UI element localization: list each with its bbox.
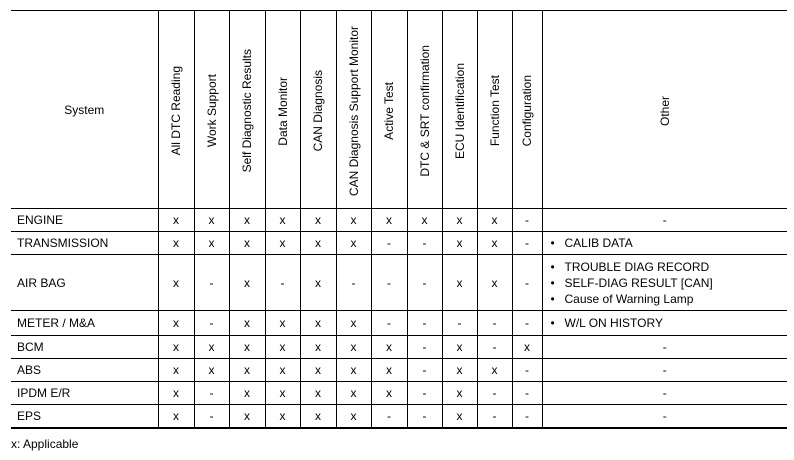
applicability-cell: x xyxy=(336,382,371,405)
table-row xyxy=(11,382,787,405)
system-column-header: System xyxy=(11,11,158,209)
system-name-cell: AIR BAG xyxy=(11,255,158,311)
applicability-cell: x xyxy=(512,336,542,359)
other-value: - xyxy=(662,386,667,400)
column-header xyxy=(442,11,477,209)
other-cell xyxy=(542,359,787,382)
applicability-cell: - xyxy=(477,311,512,336)
applicability-cell: x xyxy=(158,405,194,429)
other-cell xyxy=(542,232,787,255)
table-row xyxy=(11,209,787,232)
applicability-cell: - xyxy=(407,336,442,359)
other-list-item: • TROUBLE DIAG RECORD xyxy=(551,259,788,275)
applicability-cell: x xyxy=(158,209,194,232)
applicability-cell: - xyxy=(194,405,229,429)
applicability-cell: - xyxy=(407,311,442,336)
applicability-cell: x xyxy=(477,232,512,255)
applicability-cell: x xyxy=(371,336,407,359)
column-header-label: CAN Diagnosis Support Monitor xyxy=(346,25,361,197)
other-cell xyxy=(542,405,787,429)
applicability-cell: x xyxy=(265,311,300,336)
other-column-header-label: Other xyxy=(657,95,672,126)
applicability-cell: x xyxy=(194,359,229,382)
table-row xyxy=(11,311,787,336)
applicability-cell: x xyxy=(265,382,300,405)
system-name-cell: ENGINE xyxy=(11,209,158,232)
compatibility-table-container xyxy=(11,10,787,429)
applicability-cell: x xyxy=(442,232,477,255)
column-header-label: Self Diagnostic Results xyxy=(240,49,254,173)
table-row xyxy=(11,336,787,359)
applicability-cell: - xyxy=(407,359,442,382)
applicability-cell: x xyxy=(229,359,265,382)
applicability-cell: - xyxy=(477,405,512,429)
applicability-cell: - xyxy=(336,255,371,311)
applicability-cell: - xyxy=(477,336,512,359)
column-header-label: ECU Identification xyxy=(452,62,467,160)
applicability-cell: x xyxy=(265,359,300,382)
applicability-cell: x xyxy=(229,255,265,311)
other-value: - xyxy=(662,409,667,423)
applicability-cell: - xyxy=(442,311,477,336)
system-name-cell: METER / M&A xyxy=(11,311,158,336)
other-cell xyxy=(542,382,787,405)
applicability-cell: x xyxy=(371,382,407,405)
applicability-cell: - xyxy=(194,255,229,311)
table-body xyxy=(11,209,787,429)
applicability-cell: x xyxy=(158,336,194,359)
system-name-cell: ABS xyxy=(11,359,158,382)
applicability-cell: x xyxy=(336,405,371,429)
applicability-cell: - xyxy=(477,382,512,405)
diagnostic-function-table xyxy=(11,10,787,429)
applicability-cell: - xyxy=(407,232,442,255)
other-list-item: • SELF-DIAG RESULT [CAN] xyxy=(551,275,788,291)
applicability-cell: x xyxy=(158,359,194,382)
applicability-cell: x xyxy=(229,336,265,359)
applicability-cell: x xyxy=(442,405,477,429)
other-cell xyxy=(542,255,787,311)
applicability-cell: - xyxy=(407,382,442,405)
applicability-cell: x xyxy=(265,209,300,232)
applicability-cell: x xyxy=(300,311,336,336)
applicability-cell: - xyxy=(371,232,407,255)
applicability-cell: x xyxy=(336,359,371,382)
applicability-cell: x xyxy=(229,311,265,336)
applicability-cell: x xyxy=(265,336,300,359)
column-header-label: Configuration xyxy=(520,75,534,147)
applicability-cell: x xyxy=(229,209,265,232)
applicability-cell: - xyxy=(512,255,542,311)
legend-footnote: x: Applicable xyxy=(11,437,79,451)
applicability-cell: - xyxy=(512,232,542,255)
applicability-cell: x xyxy=(442,336,477,359)
applicability-cell: x xyxy=(371,359,407,382)
other-cell xyxy=(542,311,787,336)
applicability-cell: x xyxy=(336,311,371,336)
applicability-cell: x xyxy=(158,232,194,255)
other-value: - xyxy=(662,340,667,354)
other-list-item: • Cause of Warning Lamp xyxy=(551,291,788,307)
applicability-cell: - xyxy=(512,311,542,336)
column-header xyxy=(194,11,229,209)
column-header xyxy=(265,11,300,209)
applicability-cell: x xyxy=(265,405,300,429)
column-header xyxy=(229,11,265,209)
column-header-label: CAN Diagnosis xyxy=(311,70,325,152)
column-header xyxy=(477,11,512,209)
column-header-label: DTC & SRT confirmation xyxy=(417,45,432,177)
column-header xyxy=(371,11,407,209)
applicability-cell: x xyxy=(300,382,336,405)
other-list-item: • CALIB DATA xyxy=(551,235,788,251)
applicability-cell: x xyxy=(300,336,336,359)
table-row xyxy=(11,405,787,429)
applicability-cell: - xyxy=(512,405,542,429)
applicability-cell: x xyxy=(477,359,512,382)
applicability-cell: - xyxy=(512,382,542,405)
applicability-cell: x xyxy=(442,382,477,405)
applicability-cell: x xyxy=(265,232,300,255)
system-name-cell: IPDM E/R xyxy=(11,382,158,405)
applicability-cell: x xyxy=(442,359,477,382)
applicability-cell: x xyxy=(336,232,371,255)
applicability-cell: x xyxy=(407,209,442,232)
column-header-label: Data Monitor xyxy=(275,76,290,146)
column-header xyxy=(300,11,336,209)
applicability-cell: x xyxy=(158,255,194,311)
applicability-cell: - xyxy=(265,255,300,311)
column-header-label: Active Test xyxy=(382,82,396,140)
applicability-cell: x xyxy=(229,232,265,255)
applicability-cell: - xyxy=(407,405,442,429)
system-name-cell: TRANSMISSION xyxy=(11,232,158,255)
applicability-cell: x xyxy=(371,209,407,232)
system-name-cell: EPS xyxy=(11,405,158,429)
applicability-cell: x xyxy=(300,209,336,232)
applicability-cell: x xyxy=(300,359,336,382)
column-header-label: Work Support xyxy=(204,74,219,148)
applicability-cell: x xyxy=(158,382,194,405)
column-header xyxy=(336,11,371,209)
applicability-cell: x xyxy=(194,232,229,255)
applicability-cell: - xyxy=(371,311,407,336)
applicability-cell: - xyxy=(512,209,542,232)
column-header xyxy=(407,11,442,209)
applicability-cell: x xyxy=(477,255,512,311)
applicability-cell: x xyxy=(194,336,229,359)
table-row xyxy=(11,359,787,382)
table-row xyxy=(11,255,787,311)
other-list-item: • W/L ON HISTORY xyxy=(551,315,788,331)
other-cell xyxy=(542,209,787,232)
applicability-cell: - xyxy=(371,405,407,429)
applicability-cell: x xyxy=(229,405,265,429)
applicability-cell: - xyxy=(194,382,229,405)
applicability-cell: x xyxy=(300,232,336,255)
column-header-label: All DTC Reading xyxy=(169,66,183,156)
applicability-cell: - xyxy=(407,255,442,311)
applicability-cell: - xyxy=(194,311,229,336)
applicability-cell: x xyxy=(442,255,477,311)
column-header xyxy=(158,11,194,209)
applicability-cell: x xyxy=(300,255,336,311)
other-value: - xyxy=(662,213,667,227)
other-value: - xyxy=(662,363,667,377)
applicability-cell: x xyxy=(336,336,371,359)
column-header-label: Function Test xyxy=(487,75,502,147)
header-row xyxy=(11,11,787,209)
column-header xyxy=(512,11,542,209)
applicability-cell: - xyxy=(371,255,407,311)
applicability-cell: x xyxy=(158,311,194,336)
other-column-header xyxy=(542,11,787,209)
applicability-cell: x xyxy=(336,209,371,232)
applicability-cell: x xyxy=(194,209,229,232)
table-row xyxy=(11,232,787,255)
other-cell xyxy=(542,336,787,359)
applicability-cell: - xyxy=(512,359,542,382)
applicability-cell: x xyxy=(442,209,477,232)
applicability-cell: x xyxy=(229,382,265,405)
applicability-cell: x xyxy=(300,405,336,429)
applicability-cell: x xyxy=(477,209,512,232)
system-name-cell: BCM xyxy=(11,336,158,359)
